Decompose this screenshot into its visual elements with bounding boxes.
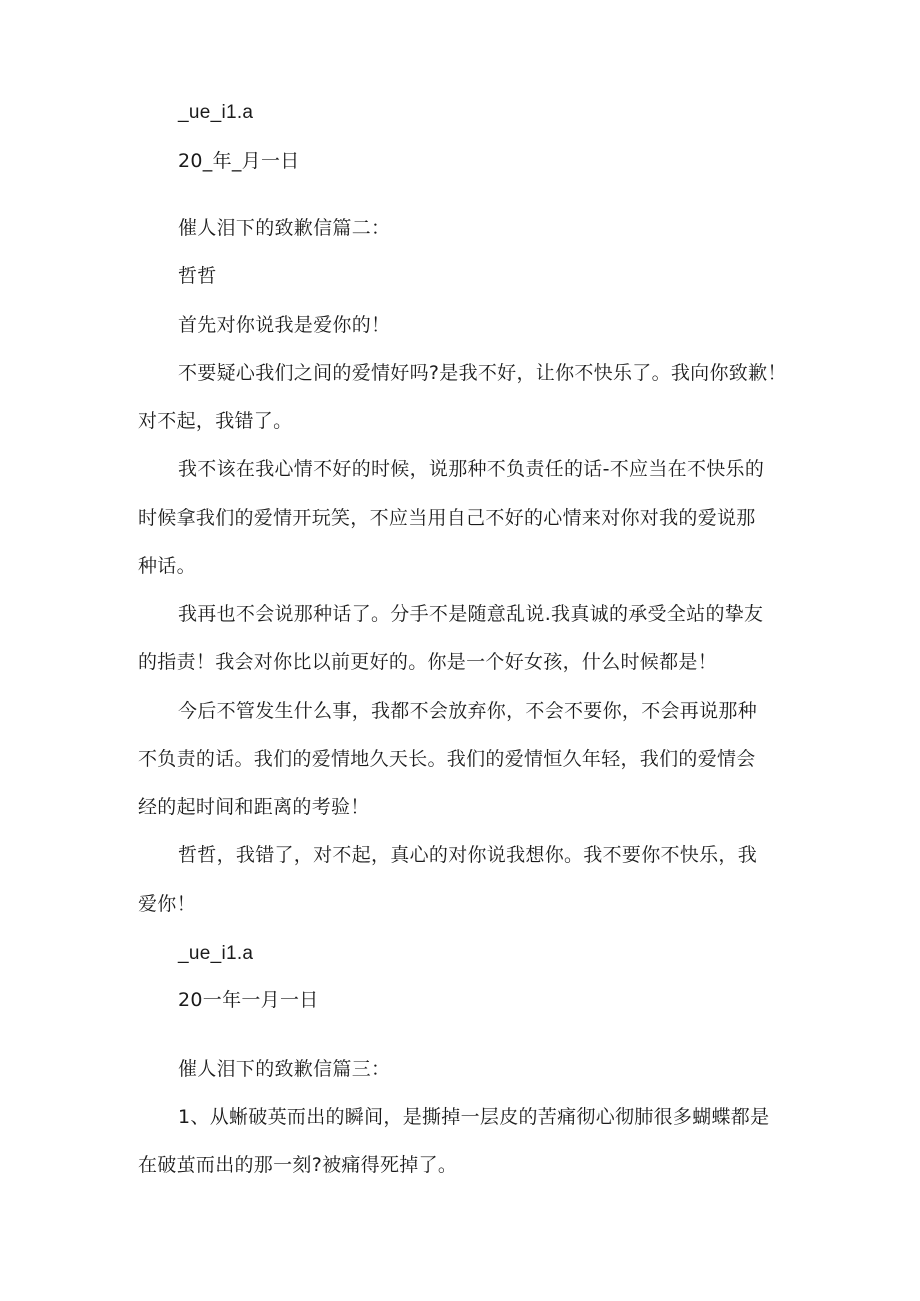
paragraph-line: 的指责！我会对你比以前更好的。你是一个好女孩，什么时候都是！ bbox=[138, 651, 718, 673]
paragraph-line: 不负责的话。我们的爱情地久天长。我们的爱情恒久年轻，我们的爱情会 bbox=[138, 748, 756, 770]
paragraph-line: 我再也不会说那种话了。分手不是随意乱说.我真诚的承受全站的挚友 bbox=[178, 603, 764, 625]
signature-line: _ue_i1.a bbox=[178, 102, 254, 123]
date-line: 20_年_月一日 bbox=[178, 150, 300, 172]
date-line: 20一年一月一日 bbox=[178, 989, 319, 1011]
paragraph-line: 经的起时间和距离的考验！ bbox=[138, 796, 370, 818]
paragraph-line: 爱你！ bbox=[138, 893, 196, 915]
paragraph-line: 今后不管发生什么事，我都不会放弃你，不会不要你，不会再说那种 bbox=[178, 700, 758, 722]
paragraph-line: 1、从蜥破英而出的瞬间，是撕掉一层皮的苦痛彻心彻肺很多蝴蝶都是 bbox=[178, 1106, 770, 1128]
paragraph-line: 不要疑心我们之间的爱情好吗?是我不好，让你不快乐了。我向你致歉！ bbox=[178, 362, 787, 384]
signature-line: _ue_i1.a bbox=[178, 943, 254, 964]
paragraph-line: 时候拿我们的爱情开玩笑，不应当用自己不好的心情来对你对我的爱说那 bbox=[138, 507, 756, 529]
paragraph-line: 首先对你说我是爱你的！ bbox=[178, 314, 391, 336]
paragraph-line: 对不起，我错了。 bbox=[138, 410, 293, 432]
section-heading: 催人泪下的致歉信篇二： bbox=[178, 217, 391, 239]
salutation: 哲哲 bbox=[178, 265, 217, 287]
paragraph-line: 哲哲，我错了，对不起，真心的对你说我想你。我不要你不快乐，我 bbox=[178, 844, 758, 866]
paragraph-line: 种话。 bbox=[138, 555, 196, 577]
section-heading: 催人泪下的致歉信篇三： bbox=[178, 1058, 391, 1080]
paragraph-line: 在破茧而出的那一刻?被痛得死掉了。 bbox=[138, 1154, 458, 1176]
paragraph-line: 我不该在我心情不好的时候，说那种不负责任的话-不应当在不快乐的 bbox=[178, 458, 765, 480]
